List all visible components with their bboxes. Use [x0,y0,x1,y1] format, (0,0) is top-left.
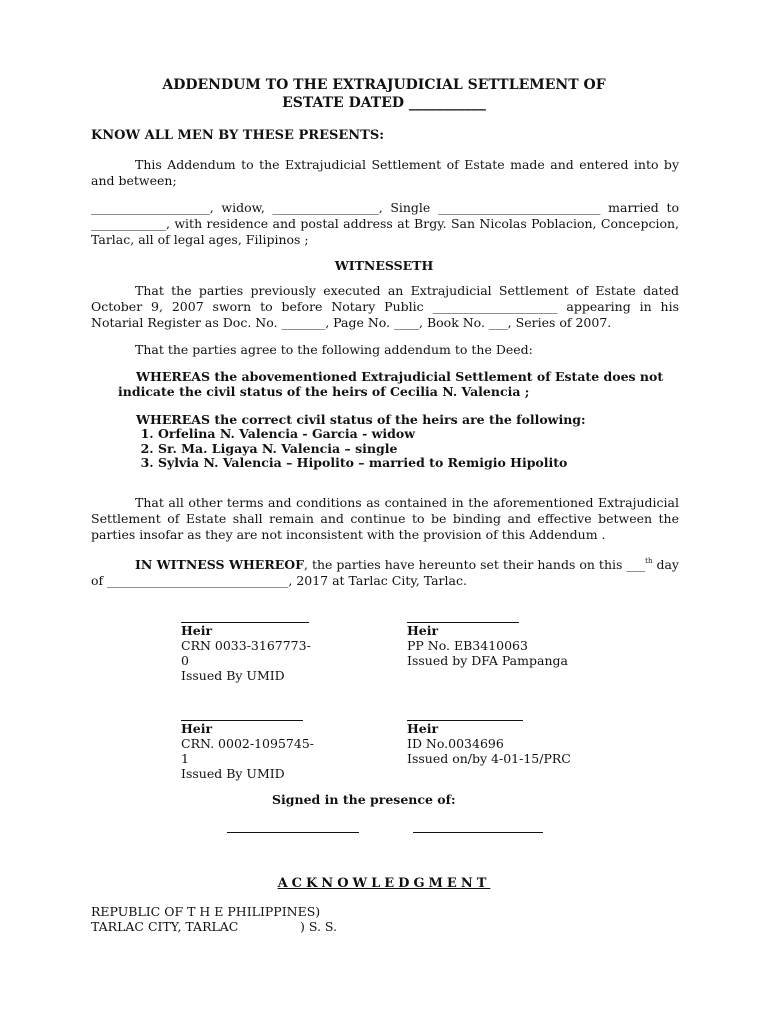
signatory-id: ID No.0034696 [407,736,504,751]
signature-block-heir-1 [181,622,311,683]
signature-block-heir-2 [407,622,577,668]
venue-line-2: TARLAC CITY, TARLAC [91,919,239,934]
parties-paragraph: ___________________, widow, _________________, Single __________________________ married to ____________, with residence and postal address at Brgy. San Nicolas Poblacion, Concepcion, Tarlac, all of legal ages, Filipinos ; [91,200,679,247]
signatory-id: PP No. EB3410063 [407,638,528,653]
whereas-clause-2: WHEREAS the correct civil status of the heirs are the following: [136,412,586,427]
signatory-issued: Issued by DFA Pampanga [407,653,568,668]
signature-block-heir-3 [181,720,321,781]
agree-paragraph: That the parties agree to the following addendum to the Deed: [135,342,533,357]
witness-superscript: th [645,557,653,565]
greeting: KNOW ALL MEN BY THESE PRESENTS: [91,128,385,143]
witness-signature-line-1 [227,832,359,833]
witness-text-1: , the parties have hereunto set their hands on this ___ [304,557,646,572]
signatory-issued: Issued on/by 4-01-15/PRC [407,751,571,766]
document-title-line-2: ESTATE DATED ___________ [282,95,486,111]
witness-text-2: day of _____________________________, 2017 at Tarlac City, Tarlac. [91,557,679,588]
heirs-list [136,427,676,471]
signatory-id: CRN. 0002-1095745-1 [181,736,314,766]
signatory-id: CRN 0033-3167773-0 [181,638,311,668]
signed-in-presence-label: Signed in the presence of: [272,792,456,807]
signatory-title: Heir [407,623,439,638]
signatory-title: Heir [407,721,439,736]
venue-line-1: REPUBLIC OF T H E PHILIPPINES) [91,904,321,919]
witness-whereof-label: IN WITNESS WHEREOF [135,557,304,572]
witnesseth-heading: WITNESSETH [334,258,434,273]
terms-paragraph: That all other terms and conditions as contained in the aforementioned Extrajudicial Settlement of Estate shall remain and continue to be binding and effective between the parties insofar as they are not inconsistent with the provision of this Addendum . [91,495,679,542]
intro-paragraph: This Addendum to the Extrajudicial Settlement of Estate made and entered into by and between; [91,157,679,188]
whereas-clause-1: WHEREAS the abovementioned Extrajudicial Settlement of Estate does not indicate the civil status of the heirs of Cecilia N. Valencia ; [118,369,664,399]
witness-whereof-paragraph [91,553,679,589]
list-item: 3. Sylvia N. Valencia – Hipolito – married to Remigio Hipolito [158,456,676,471]
signatory-issued: Issued By UMID [181,766,285,781]
signature-block-heir-4 [407,720,587,766]
list-item: 1. Orfelina N. Valencia - Garcia - widow [158,427,676,442]
signatory-title: Heir [181,721,213,736]
witness-signature-line-2 [413,832,543,833]
signatory-title: Heir [181,623,213,638]
previous-settlement-paragraph: That the parties previously executed an Extrajudicial Settlement of Estate dated October 9, 2007 sworn to before Notary Public ____________________ appearing in his Notarial Register as Doc. No. _______, Page No. ____, Book No. ___, Series of 2007. [91,283,679,330]
list-item: 2. Sr. Ma. Ligaya N. Valencia – single [158,442,676,457]
acknowledgment-heading: ACKNOWLEDGMENT [277,876,491,891]
document-title-line-1: ADDENDUM TO THE EXTRAJUDICIAL SETTLEMENT OF [162,77,606,93]
signatory-issued: Issued By UMID [181,668,285,683]
venue-ss: ) S. S. [300,919,338,934]
